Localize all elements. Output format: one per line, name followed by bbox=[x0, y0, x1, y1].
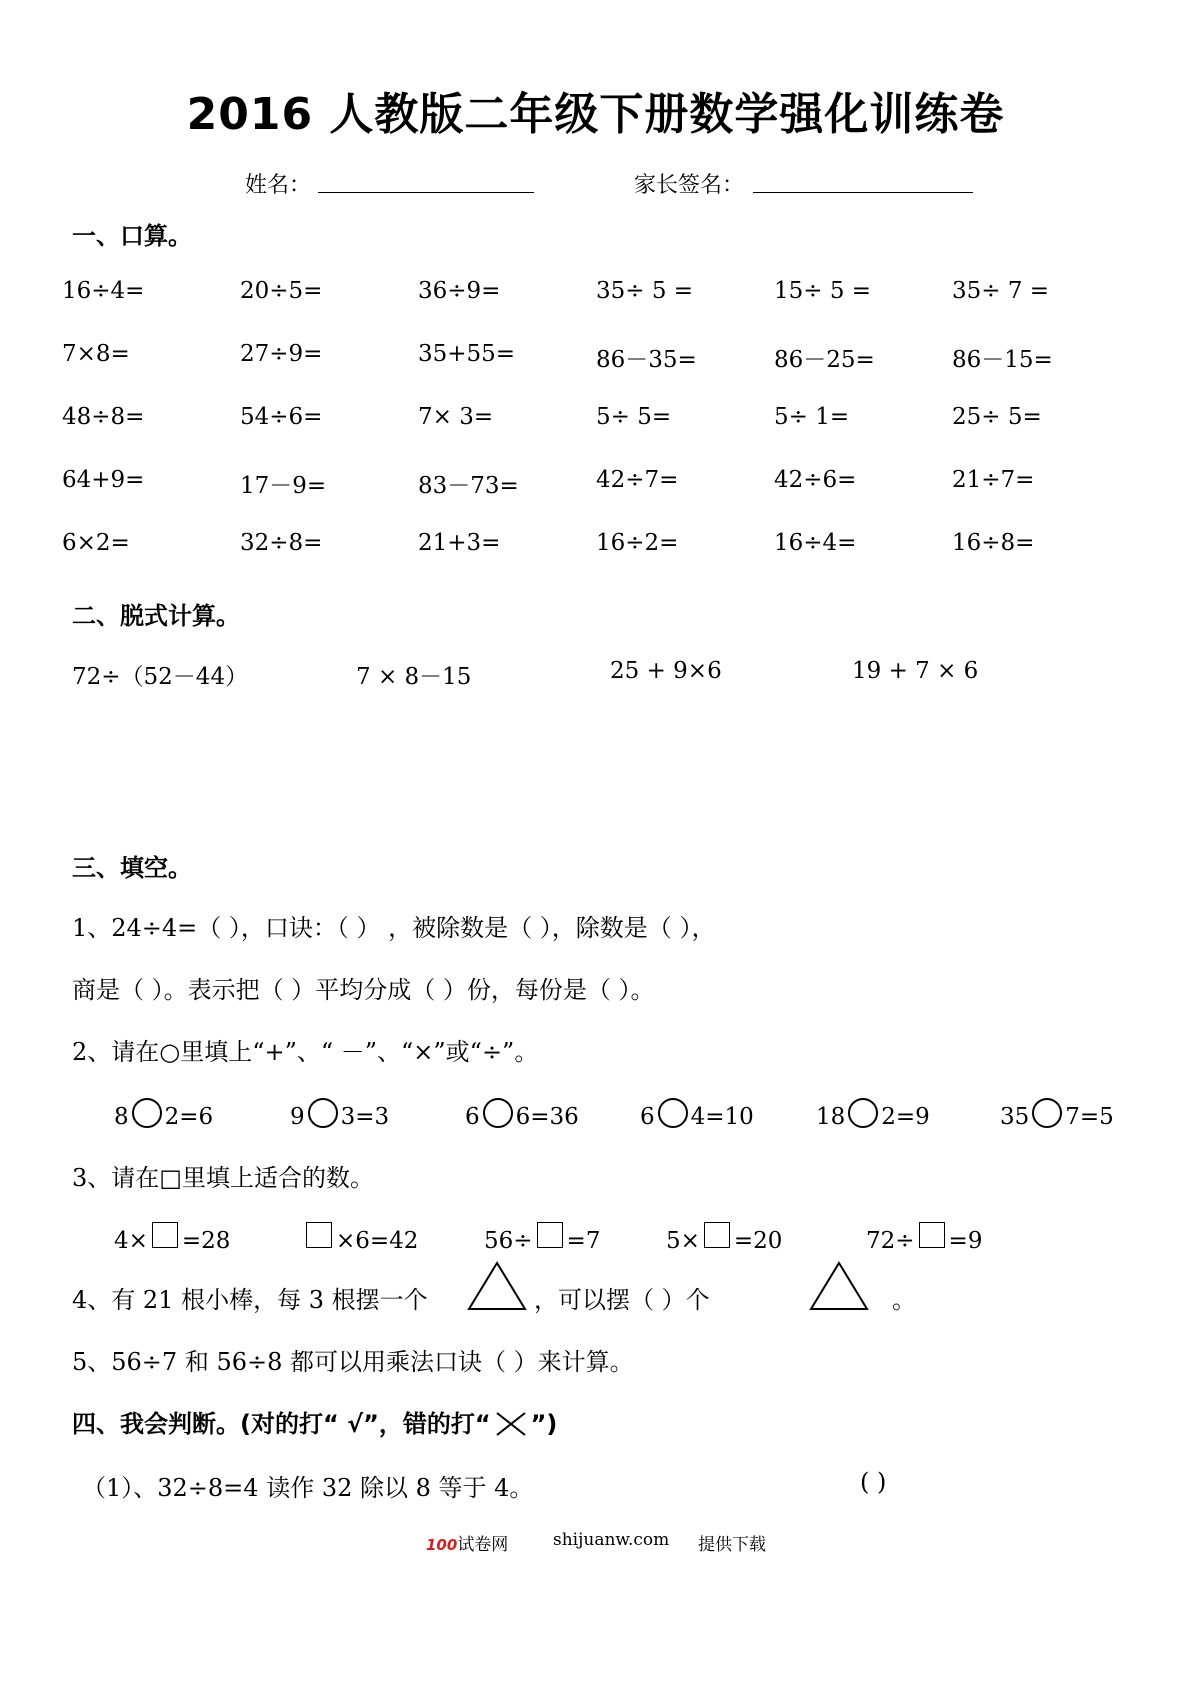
q3-item-4: 5× =20 bbox=[666, 1222, 782, 1254]
operator-circle[interactable] bbox=[658, 1098, 688, 1128]
section-4-heading: 四、我会判断。(对的打“ √”，错的打“ ”) bbox=[72, 1410, 558, 1438]
oral-calc-item: 16÷8= bbox=[952, 530, 1035, 556]
oral-calc-item: 21+3= bbox=[418, 530, 501, 556]
section-3-heading: 三、填空。 bbox=[72, 854, 192, 882]
oral-calc-item: 21÷7= bbox=[952, 467, 1035, 493]
oral-calc-item: 6×2= bbox=[62, 530, 130, 556]
q2-item-1: 8 2=6 bbox=[114, 1098, 213, 1130]
q5-text: 5、56÷7 和 56÷8 都可以用乘法口诀（ ）来计算。 bbox=[72, 1348, 634, 1376]
q2-item-6: 35 7=5 bbox=[1000, 1098, 1114, 1130]
q4-text-c: 。 bbox=[892, 1286, 916, 1314]
q4-text-b: ，可以摆（ ）个 bbox=[534, 1286, 710, 1314]
oral-calc-item: 32÷8= bbox=[240, 530, 323, 556]
operator-circle[interactable] bbox=[1032, 1098, 1062, 1128]
q2-item-2: 9 3=3 bbox=[290, 1098, 389, 1130]
footer-url[interactable]: shijuanw.com bbox=[553, 1530, 670, 1550]
oral-calc-item: 16÷2= bbox=[596, 530, 679, 556]
name-field[interactable] bbox=[318, 192, 534, 193]
operator-circle[interactable] bbox=[132, 1098, 162, 1128]
answer-box[interactable] bbox=[919, 1222, 945, 1248]
stepwise-item-4: 19 + 7 × 6 bbox=[852, 658, 979, 684]
q4-text-a: 4、有 21 根小棒，每 3 根摆一个 bbox=[72, 1286, 428, 1314]
oral-calc-item: 7× 3= bbox=[418, 404, 494, 430]
footer-note: 提供下载 bbox=[698, 1535, 766, 1555]
oral-calc-item: 7×8= bbox=[62, 341, 130, 367]
q2-prompt: 2、请在○里填上“+”、“ －”、“×”或“÷”。 bbox=[72, 1038, 539, 1066]
oral-calc-item: 83－73= bbox=[418, 473, 519, 499]
page-title: 2016 人教版二年级下册数学强化训练卷 bbox=[186, 89, 1005, 140]
oral-calc-item: 36÷9= bbox=[418, 278, 501, 304]
answer-box[interactable] bbox=[306, 1222, 332, 1248]
oral-calc-item: 54÷6= bbox=[240, 404, 323, 430]
triangle-icon bbox=[808, 1260, 870, 1312]
name-label: 姓名： bbox=[245, 173, 312, 198]
parent-sign-field[interactable] bbox=[753, 192, 973, 193]
footer-brand: 100试卷网 bbox=[426, 1535, 509, 1555]
cross-icon bbox=[493, 1410, 529, 1438]
oral-calc-item: 42÷7= bbox=[596, 467, 679, 493]
site-logo-icon: 100 bbox=[426, 1536, 458, 1554]
oral-calc-item: 16÷4= bbox=[774, 530, 857, 556]
answer-box[interactable] bbox=[704, 1222, 730, 1248]
oral-calc-item: 15÷ 5 = bbox=[774, 278, 872, 304]
stepwise-item-1: 72÷（52－44） bbox=[72, 664, 249, 690]
operator-circle[interactable] bbox=[483, 1098, 513, 1128]
operator-circle[interactable] bbox=[308, 1098, 338, 1128]
q3-item-1: 4× =28 bbox=[114, 1222, 230, 1254]
oral-calc-item: 48÷8= bbox=[62, 404, 145, 430]
oral-calc-item: 25÷ 5= bbox=[952, 404, 1042, 430]
q1-line-2: 商是（ ）。表示把（ ）平均分成（ ）份，每份是（ ）。 bbox=[72, 976, 655, 1004]
q3-item-2: ×6=42 bbox=[302, 1222, 418, 1254]
oral-calc-item: 16÷4= bbox=[62, 278, 145, 304]
section-2-heading: 二、脱式计算。 bbox=[72, 602, 240, 630]
oral-calc-item: 35+55= bbox=[418, 341, 516, 367]
oral-calc-item: 17－9= bbox=[240, 473, 327, 499]
q3-item-3: 56÷ =7 bbox=[484, 1222, 600, 1254]
q2-item-5: 18 2=9 bbox=[816, 1098, 930, 1130]
oral-calc-item: 64+9= bbox=[62, 467, 145, 493]
oral-calc-item: 42÷6= bbox=[774, 467, 857, 493]
parent-sign-label: 家长签名： bbox=[634, 173, 745, 198]
q1-line-1: 1、24÷4=（ ），口诀：（ ） ，被除数是（ ），除数是（ ）， bbox=[72, 914, 716, 942]
q3-item-5: 72÷ =9 bbox=[866, 1222, 982, 1254]
stepwise-item-2: 7 × 8－15 bbox=[356, 664, 472, 690]
judge-item-1: （1）、32÷8=4 读作 32 除以 8 等于 4。 bbox=[82, 1474, 534, 1502]
oral-calc-item: 20÷5= bbox=[240, 278, 323, 304]
triangle-icon bbox=[466, 1260, 528, 1312]
answer-box[interactable] bbox=[152, 1222, 178, 1248]
oral-calc-item: 35÷ 7 = bbox=[952, 278, 1050, 304]
q2-item-3: 6 6=36 bbox=[465, 1098, 579, 1130]
oral-calc-item: 86－25= bbox=[774, 347, 875, 373]
oral-calc-item: 5÷ 1= bbox=[774, 404, 850, 430]
judge-answer-paren[interactable]: ( ) bbox=[860, 1468, 887, 1496]
q2-item-4: 6 4=10 bbox=[640, 1098, 754, 1130]
stepwise-item-3: 25 + 9×6 bbox=[610, 658, 722, 684]
operator-circle[interactable] bbox=[848, 1098, 878, 1128]
q3-prompt: 3、请在□里填上适合的数。 bbox=[72, 1164, 374, 1192]
oral-calc-item: 5÷ 5= bbox=[596, 404, 672, 430]
answer-box[interactable] bbox=[537, 1222, 563, 1248]
oral-calc-item: 27÷9= bbox=[240, 341, 323, 367]
oral-calc-item: 86－35= bbox=[596, 347, 697, 373]
section-1-heading: 一、口算。 bbox=[72, 222, 192, 250]
oral-calc-item: 35÷ 5 = bbox=[596, 278, 694, 304]
oral-calc-item: 86－15= bbox=[952, 347, 1053, 373]
